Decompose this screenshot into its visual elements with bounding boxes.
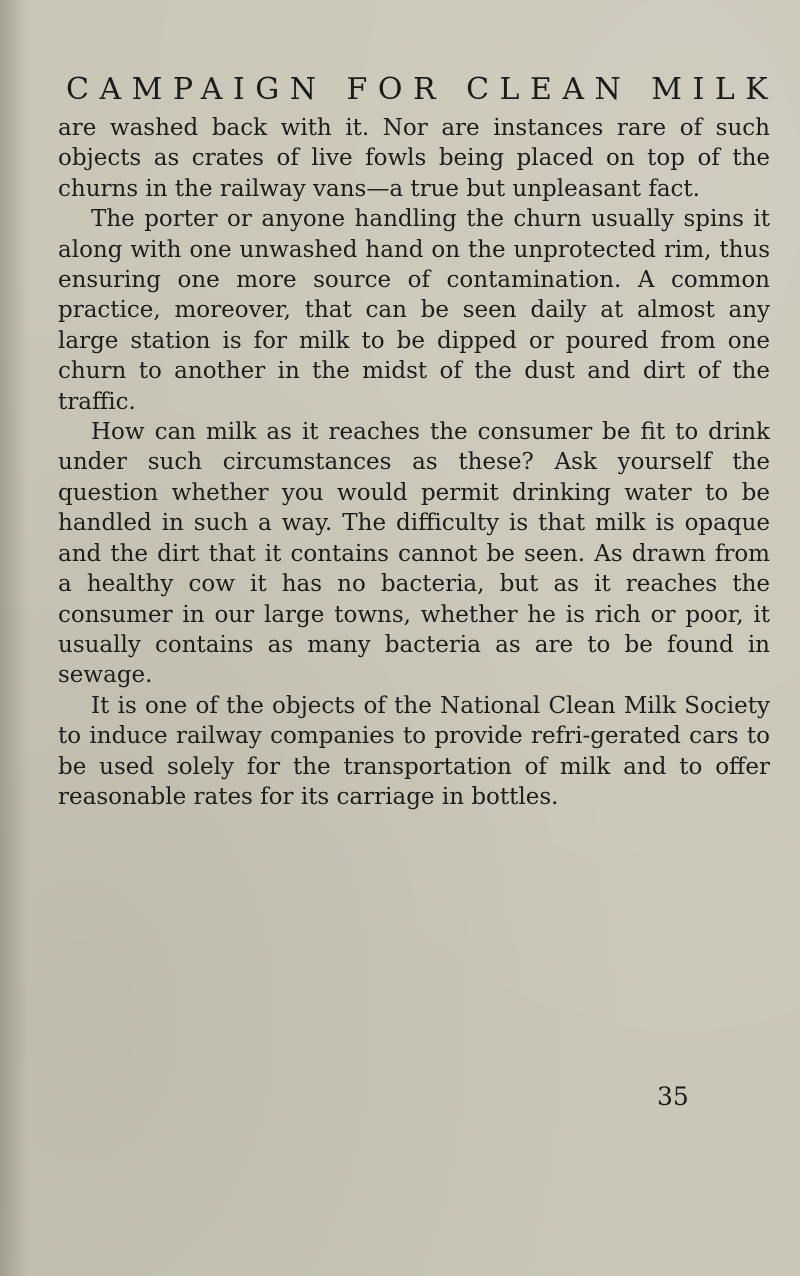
body-text [58, 113, 770, 812]
paragraph-consumer: How can milk as it reaches the consumer be fit to drink under such circumstances as these? Ask yourself the question whether you would permit drinking water to be handled in such a way. The difficulty is that milk is opaque and the dirt that it contains cannot be seen. As drawn from a healthy cow it has no bacteria, but as it reaches the consumer in our large towns, whether he is rich or poor, it usually contains as many bacteria as are to be found in sewage. [58, 419, 770, 689]
paragraph-porter: The porter or anyone handling the churn usually spins it along with one unwashed hand on the unprotected rim, thus ensuring one more source of contamination. A common practice, moreover, that can be seen daily at almost any large station is for milk to be dipped or poured from one churn to another in the midst of the dust and dirt of the traffic. [58, 206, 770, 415]
page-number: 35 [657, 1082, 689, 1111]
running-head: CAMPAIGN FOR CLEAN MILK [66, 72, 779, 107]
page-gutter-shadow [0, 0, 28, 1276]
paragraph-society: It is one of the objects of the National Clean Milk Society to induce railway companies to provide refri-gerated cars to be used solely for the transportation of milk and to offer reasonable rates for its carriage in bottles. [58, 692, 770, 810]
paragraph-continuation: are washed back with it. Nor are instances rare of such objects as crates of live fowls being placed on top of the churns in the railway vans—a true but unpleasant fact. [58, 115, 770, 202]
